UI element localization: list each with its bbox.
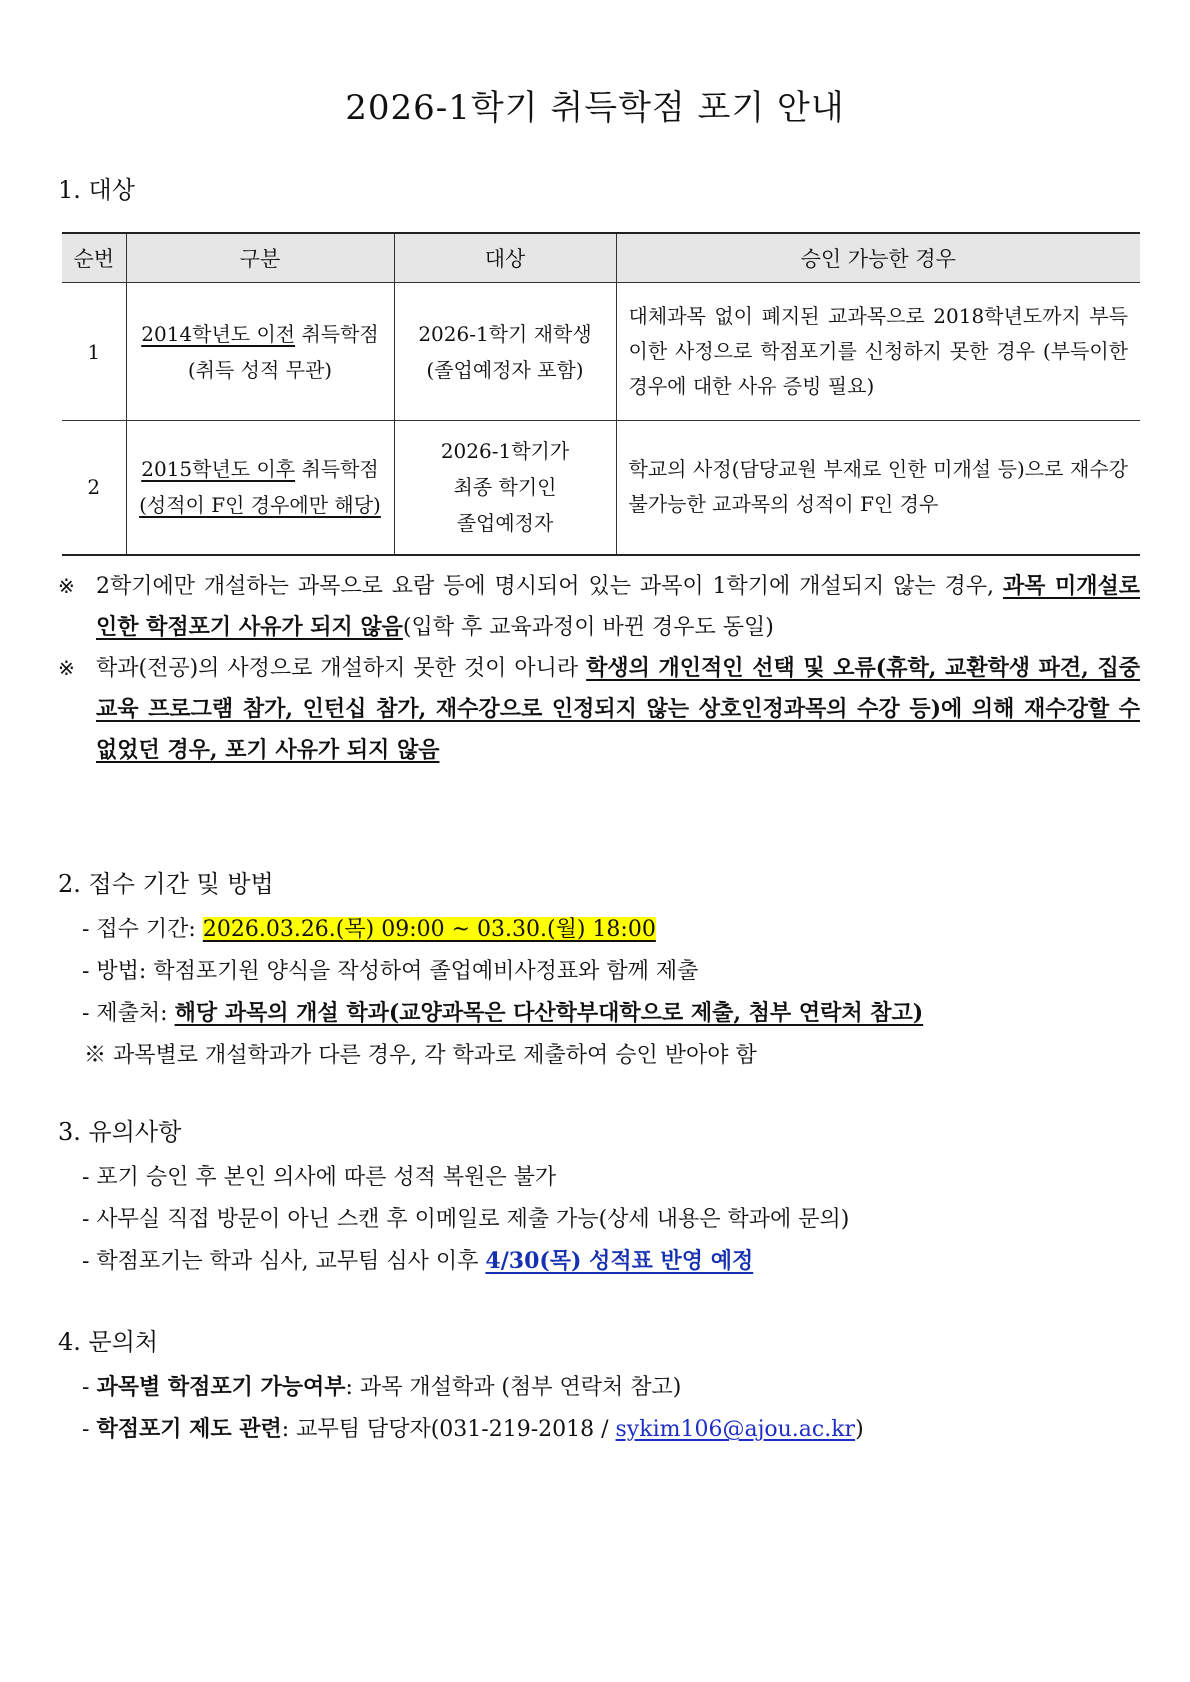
section-4-heading: 4. 문의처 [58,1328,159,1356]
category-rest: 취득학점 [295,457,379,482]
contact-text: : 교무팀 담당자(031-219-2018 / [281,1417,616,1442]
target-line: 졸업예정자 [456,511,554,536]
note-mark: ※ [84,1043,107,1068]
row-requirement: 학교의 사정(담당교원 부재로 인한 미개설 등)으로 재수강 불가능한 교과목의 성적이 F인 경우 [616,421,1140,555]
section-1-notes [58,566,1140,771]
note-item [58,566,1140,648]
category-sub: (성적이 F인 경우에만 해당) [139,493,381,518]
header-requirement: 승인 가능한 경우 [616,233,1140,283]
grade-date: 4/30(목) 성적표 반영 예정 [485,1248,754,1274]
method-line: - 방법: 학점포기원 양식을 작성하여 졸업예비사정표와 함께 제출 [82,959,699,984]
table-row [62,421,1140,555]
caution-item: - 포기 승인 후 본인 의사에 따른 성적 복원은 불가 [82,1165,557,1190]
row-category [126,283,394,421]
header-target: 대상 [394,233,616,283]
category-sub: (취득 성적 무관) [187,357,333,382]
target-table [62,232,1140,556]
contact-label: 학점포기 제도 관련 [96,1416,282,1442]
caution-text: - 학점포기는 학과 심사, 교무팀 심사 이후 [82,1249,486,1274]
contact-label: 과목별 학점포기 가능여부 [96,1374,346,1400]
section-3-heading: 3. 유의사항 [58,1118,182,1146]
submit-label: - 제출처: [82,1001,175,1026]
note-mark: ※ [58,574,75,598]
section-1-heading: 1. 대상 [58,176,135,204]
note-post: (입학 후 교육과정이 바뀐 경우도 동일) [402,615,774,640]
contact-dash: - [82,1417,97,1442]
note-mark: ※ [58,656,75,680]
section-2-note [84,1038,757,1069]
caution-item [82,1244,753,1275]
row-target [394,283,616,421]
category-rest: 취득학점 [295,321,379,346]
row-requirement: 대체과목 없이 폐지된 교과목으로 2018학년도까지 부득이한 사정으로 학점포기를 신청하지 못한 경우 (부득이한 경우에 대한 사유 증빙 필요) [616,283,1140,421]
note-text: 과목별로 개설학과가 다른 경우, 각 학과로 제출하여 승인 받아야 함 [113,1043,757,1068]
email-link[interactable]: sykim106@ajou.ac.kr [615,1417,856,1442]
section-2-heading: 2. 접수 기간 및 방법 [58,870,274,898]
target-line: 최종 학기인 [453,475,557,500]
category-year: 2015학년도 이후 [141,457,296,482]
submit-line [82,996,923,1027]
category-year: 2014학년도 이전 [141,321,296,346]
target-line: 2026-1학기가 [440,439,570,464]
row-no: 1 [62,283,126,421]
note-text [96,566,1140,648]
period-value: 2026.03.26.(목) 09:00 ~ 03.30.(월) 18:00 [202,917,656,942]
table-header-row [62,233,1140,283]
header-category: 구분 [126,233,394,283]
contact-text: : 과목 개설학과 (첨부 연락처 참고) [345,1375,682,1400]
note-pre: 2학기에만 개설하는 과목으로 요람 등에 명시되어 있는 과목이 1학기에 개설되지 않는 경우, [96,574,1003,599]
contact-item [82,1370,681,1401]
note-item [58,648,1140,771]
header-no: 순번 [62,233,126,283]
row-no: 2 [62,421,126,555]
row-category [126,421,394,555]
contact-dash: - [82,1375,97,1400]
period-label: - 접수 기간: [82,917,203,942]
page-title: 2026-1학기 취득학점 포기 안내 [345,88,845,128]
note-emphasis: 과목 미개설로 인한 학점포기 사유가 되지 않음 [96,573,1141,640]
note-pre: 학과(전공)의 사정으로 개설하지 못한 것이 아니라 [96,656,587,681]
row-target [394,421,616,555]
contact-close: ) [855,1417,864,1442]
period-line [82,912,656,943]
submit-value: 해당 과목의 개설 학과(교양과목은 다산학부대학으로 제출, 첨부 연락처 참고) [174,1000,924,1026]
target-line: 2026-1학기 재학생 [418,321,592,346]
contact-item [82,1412,864,1443]
target-line: (졸업예정자 포함) [426,357,584,382]
table-row [62,283,1140,421]
note-text [96,648,1140,771]
note-emphasis: 학생의 개인적인 선택 및 오류(휴학, 교환학생 파견, 집중교육 프로그램 참가, 인턴십 참가, 재수강으로 인정되지 않는 상호인정과목의 수강 등)에 의해 재수강할 수 없었던 경우, 포기 사유가 되지 않음 [96,655,1140,763]
caution-item: - 사무실 직접 방문이 아닌 스캔 후 이메일로 제출 가능(상세 내용은 학과에 문의) [82,1207,850,1232]
